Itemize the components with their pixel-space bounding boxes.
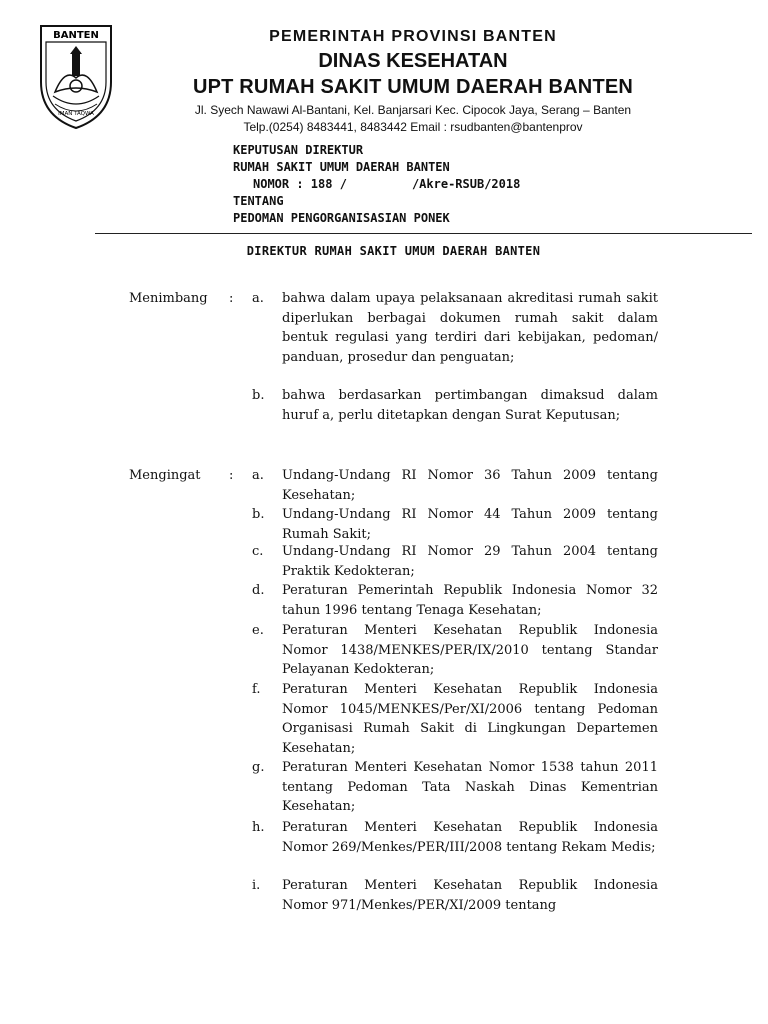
section-label: Menimbang [129,291,208,306]
list-item [252,466,672,505]
logo-top-text: BANTEN [53,30,99,41]
list-item [252,818,672,857]
logo-bottom-text: IMAN TAQWA [58,111,94,117]
item-letter: f. [252,682,261,697]
hospital-name: UPT RUMAH SAKIT UMUM DAERAH BANTEN [192,76,634,98]
item-text: Peraturan Menteri Kesehatan Nomor 1538 tahun 2011 tentang Pedoman Tata Naskah Dinas Kementrian Kesehatan; [282,760,658,814]
list-item [252,876,672,915]
list-item [252,386,672,425]
item-text: Peraturan Menteri Kesehatan Republik Indonesia Nomor 971/Menkes/PER/XI/2009 tentang [282,878,658,913]
section-colon: : [229,291,234,306]
hospital-contact: Telp.(0254) 8483441, 8483442 Email : rsudbanten@bantenprov [243,120,583,134]
item-text: Undang-Undang RI Nomor 29 Tahun 2004 tentang Praktik Kedokteran; [282,544,658,579]
item-letter: d. [252,583,265,598]
item-text: Peraturan Menteri Kesehatan Republik Indonesia Nomor 1438/MENKES/PER/IX/2010 tentang Standar Pelayanan Kedokteran; [282,623,658,677]
item-text: Peraturan Menteri Kesehatan Republik Indonesia Nomor 269/Menkes/PER/III/2008 tentang Rekam Medis; [282,820,658,855]
item-text: Undang-Undang RI Nomor 44 Tahun 2009 tentang Rumah Sakit; [282,507,658,542]
agency-name: DINAS KESEHATAN [318,50,508,72]
letterhead [128,26,698,135]
decree-subject: PEDOMAN PENGORGANISASIAN PONEK [233,211,450,225]
item-letter: a. [252,468,264,483]
list-item [252,680,672,758]
item-letter: i. [252,878,261,893]
list-item [252,542,672,581]
list-item [252,621,672,680]
item-text: Peraturan Menteri Kesehatan Republik Indonesia Nomor 1045/MENKES/Per/XI/2006 tentang Pedoman Organisasi Rumah Sakit di Lingkungan Departemen Kesehatan; [282,682,658,756]
item-letter: g. [252,760,265,775]
item-letter: h. [252,820,265,835]
item-letter: b. [252,388,265,403]
item-letter: c. [252,544,264,559]
item-text: Peraturan Pemerintah Republik Indonesia Nomor 32 tahun 1996 tentang Tenaga Kesehatan; [282,583,658,618]
banten-province-emblem [35,20,117,132]
item-text: bahwa dalam upaya pelaksanaan akreditasi rumah sakit diperlukan berbagai dokumen rumah sakit dalam bentuk regulasi yang terdiri dari kebijakan, pedoman/ panduan, prosedur dan penguatan; [282,291,658,365]
decree-tentang: TENTANG [233,194,284,208]
section-label: Mengingat [129,468,201,483]
item-letter: a. [252,291,264,306]
hospital-address: Jl. Syech Nawawi Al-Bantani, Kel. Banjarsari Kec. Cipocok Jaya, Serang – Banten [194,103,632,117]
director-heading: DIREKTUR RUMAH SAKIT UMUM DAERAH BANTEN [246,244,541,258]
list-item [252,289,672,367]
item-text: bahwa berdasarkan pertimbangan dimaksud dalam huruf a, perlu ditetapkan dengan Surat Keputusan; [282,388,658,423]
list-item [252,581,672,620]
decree-number: NOMOR : 188 / /Akre-RSUB/2018 [253,177,521,191]
item-text: Undang-Undang RI Nomor 36 Tahun 2009 tentang Kesehatan; [282,468,658,503]
list-item [252,505,672,544]
item-letter: b. [252,507,265,522]
header-divider [95,233,752,234]
decree-issuer: RUMAH SAKIT UMUM DAERAH BANTEN [233,160,450,174]
list-item [252,758,672,817]
decree-title: KEPUTUSAN DIREKTUR [233,143,364,157]
item-letter: e. [252,623,264,638]
section-colon: : [229,468,234,483]
province-name: PEMERINTAH PROVINSI BANTEN [269,28,557,45]
